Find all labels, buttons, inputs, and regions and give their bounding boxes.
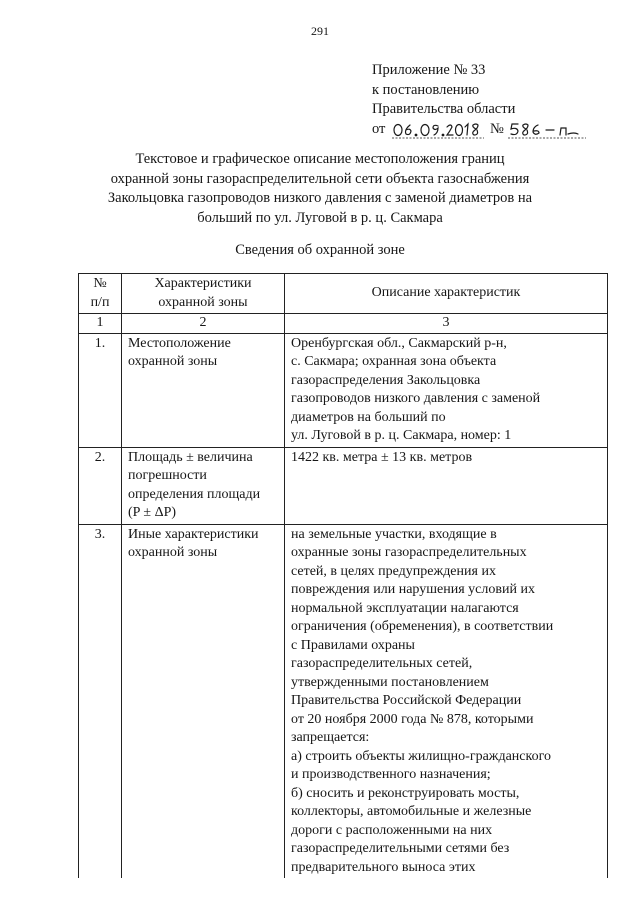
- header-text: №: [93, 276, 107, 291]
- handwritten-date: [392, 121, 484, 139]
- cell-line: Оренбургская обл., Сакмарский р-н,: [291, 335, 507, 351]
- cell-line: Местоположение: [128, 335, 231, 351]
- cell-line: ул. Луговой в р. ц. Сакмара, номер: 1: [291, 428, 512, 443]
- cell-line: газораспределения Закольцовка: [291, 372, 481, 388]
- cell-line: определения площади: [128, 486, 261, 502]
- cell-line: 1422 кв. метра ± 13 кв. метров: [291, 449, 473, 465]
- row-number: 2.: [79, 447, 122, 524]
- cell-line: а) строить объекты жилищно-гражданского: [291, 748, 551, 764]
- row-characteristic: [122, 447, 285, 524]
- row-characteristic: [122, 524, 285, 878]
- row-number: 1.: [79, 333, 122, 447]
- cell-line: ограничения (обременения), в соответствии: [291, 619, 554, 634]
- cell-line: газопроводов низкого давления с заменой: [291, 391, 541, 406]
- cell-line: нормальной эксплуатации налагаются: [291, 600, 519, 616]
- cell-line: сетей, в целях предупреждения их: [291, 563, 496, 579]
- section-title: Сведения об охранной зоне: [235, 242, 405, 258]
- header-description-cell: Описание характеристик: [285, 274, 608, 314]
- table-row: [79, 524, 608, 878]
- row-characteristic: [122, 333, 285, 447]
- appendix-line: Приложение № 33: [372, 62, 486, 78]
- date-prefix: от: [372, 120, 386, 137]
- cell-line: на земельные участки, входящие в: [291, 526, 497, 542]
- cell-line: Правительства Российской Федерации: [291, 693, 522, 708]
- table-row: [79, 447, 608, 524]
- document-title: [0, 150, 640, 228]
- cell-line: дороги с расположенными на них: [291, 822, 493, 838]
- cell-line: б) сносить и реконструировать мосты,: [291, 785, 520, 801]
- cell-line: запрещается:: [291, 730, 370, 745]
- cell-line: охранной зоны: [128, 354, 218, 369]
- cell-line: предварительного выноса этих: [291, 859, 476, 875]
- cell-line: охранной зоны: [128, 545, 218, 560]
- protection-zone-table: [78, 273, 608, 878]
- number-sign: №: [490, 120, 504, 137]
- cell-line: и производственного назначения;: [291, 767, 491, 782]
- cell-line: с. Сакмара; охранная зона объекта: [291, 354, 497, 369]
- appendix-block: [372, 61, 515, 140]
- cell-line: с Правилами охраны: [291, 637, 415, 653]
- cell-line: газораспределительными сетями без: [291, 841, 510, 856]
- column-number: 3: [285, 314, 608, 334]
- cell-line: Иные характеристики: [128, 526, 259, 542]
- title-line: Закольцовка газопроводов низкого давления с заменой диаметров на: [107, 190, 533, 206]
- cell-line: коллекторы, автомобильные и железные: [291, 804, 532, 819]
- row-description: [285, 524, 608, 878]
- cell-line: газораспределительных сетей,: [291, 656, 473, 671]
- header-text: Характеристики: [154, 276, 252, 291]
- cell-line: Площадь ± величина: [128, 449, 253, 465]
- row-description: [285, 447, 608, 524]
- header-number-cell: [79, 274, 122, 314]
- cell-line: охранные зоны газораспределительных: [291, 545, 527, 560]
- cell-line: повреждения или нарушения условий их: [291, 582, 535, 597]
- table-row: [79, 333, 608, 447]
- appendix-line: к постановлению: [372, 81, 480, 98]
- header-text: охранной зоны: [158, 294, 248, 310]
- cell-line: от 20 ноября 2000 года № 878, которыми: [291, 711, 534, 727]
- appendix-line: Правительства области: [372, 101, 516, 117]
- cell-line: погрешности: [128, 468, 207, 483]
- handwritten-number: [508, 121, 586, 139]
- header-characteristic-cell: [122, 274, 285, 314]
- row-number: 3.: [79, 524, 122, 878]
- column-number: 2: [122, 314, 285, 334]
- date-number-line: [372, 120, 515, 140]
- column-number: 1: [79, 314, 122, 334]
- cell-line: утвержденными постановлением: [291, 674, 489, 690]
- title-line: больший по ул. Луговой в р. ц. Сакмара: [197, 209, 443, 226]
- column-numbers-row: [79, 314, 608, 334]
- header-text: п/п: [90, 294, 110, 310]
- page-number: 291: [311, 24, 329, 38]
- cell-line: (P ± ΔP): [128, 505, 177, 520]
- cell-line: диаметров на больший по: [291, 409, 446, 425]
- row-description: [285, 333, 608, 447]
- table-header-row: [79, 274, 608, 314]
- title-line: охранной зоны газораспределительной сети объекта газоснабжения: [110, 170, 530, 187]
- title-line: Текстовое и графическое описание местоположения границ: [135, 151, 505, 167]
